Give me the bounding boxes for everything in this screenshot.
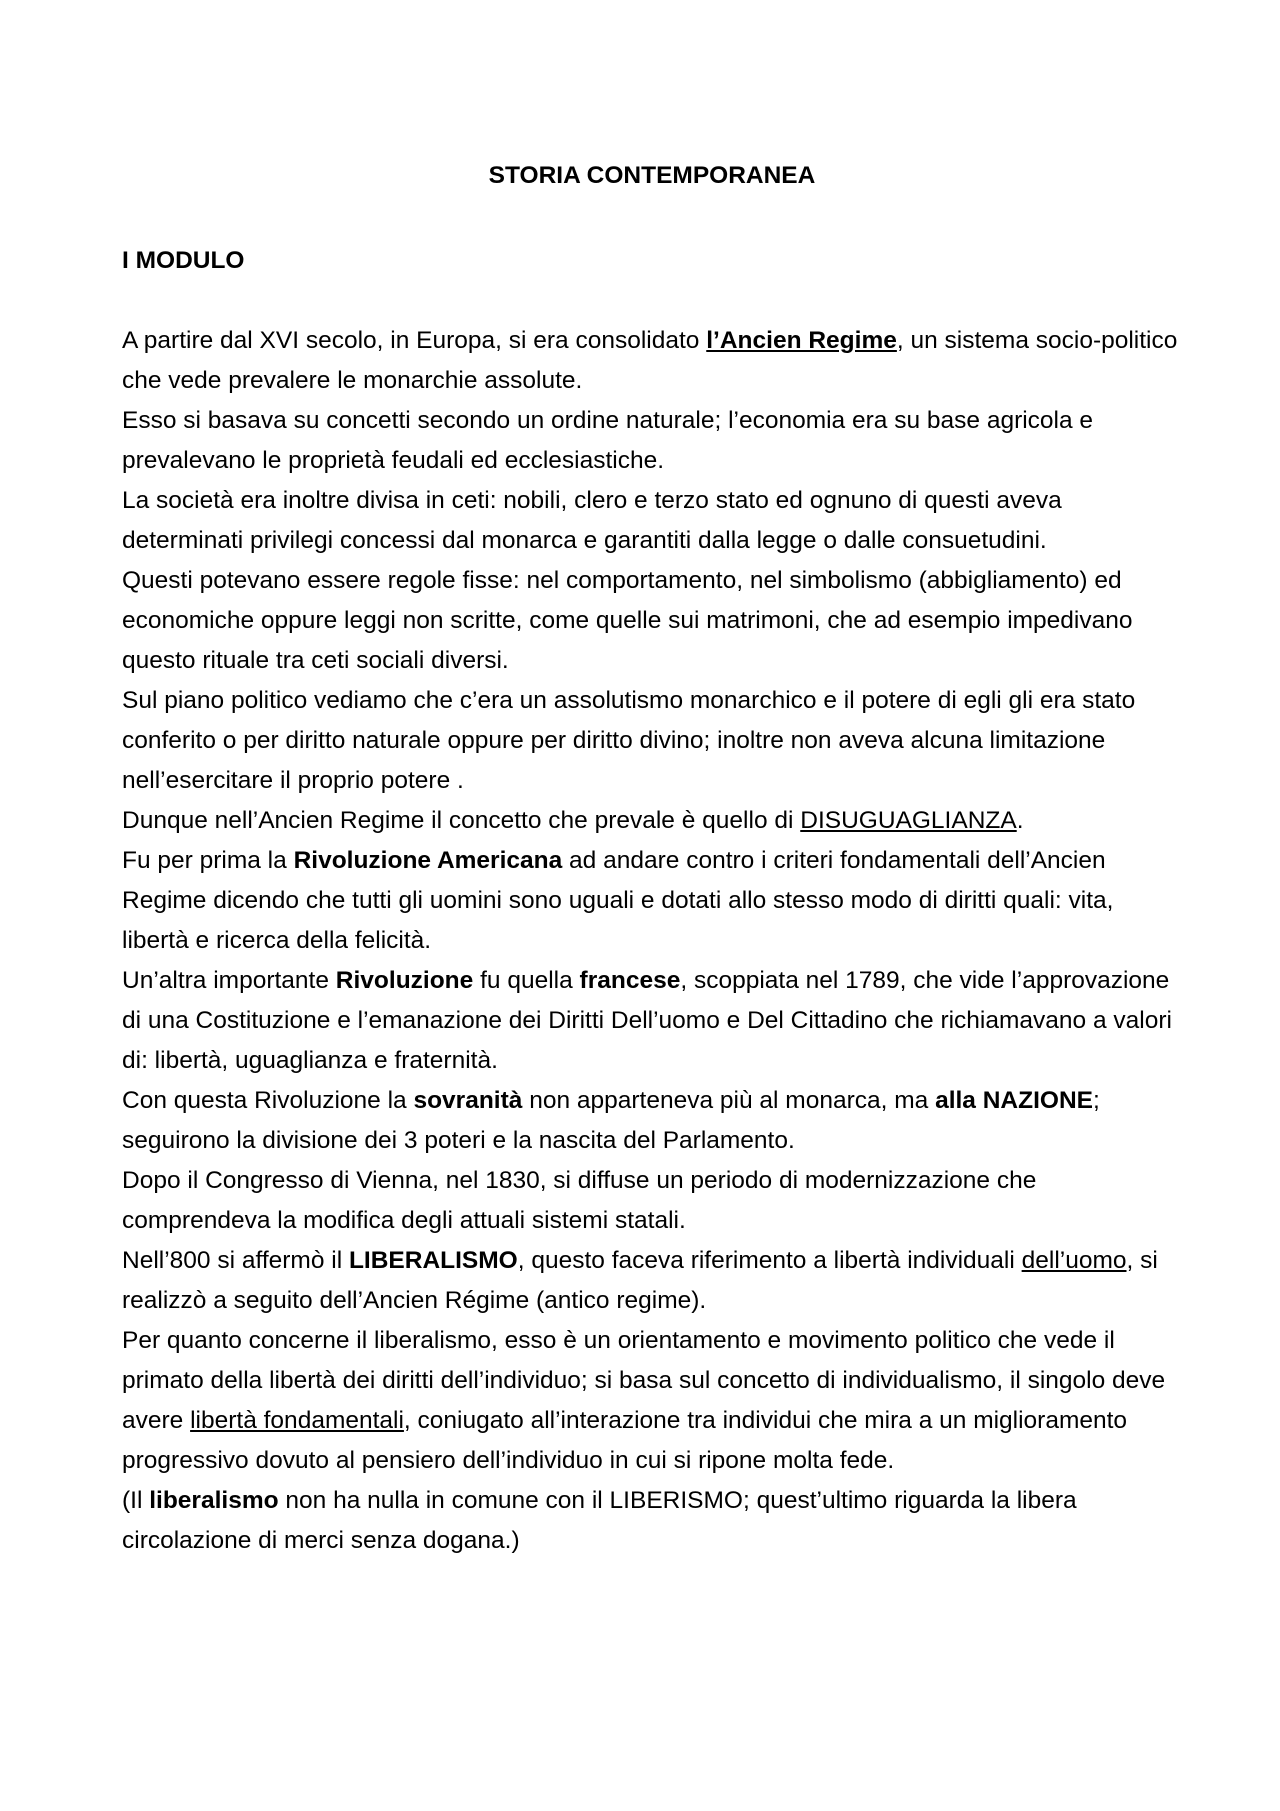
paragraph — [122, 681, 1182, 801]
paragraph — [122, 561, 1182, 681]
text-run: , si realizzò a seguito dell’Ancien Régime (antico regime). — [122, 1247, 1158, 1314]
text-run: Dunque nell’Ancien Regime il concetto che prevale è quello di — [122, 807, 801, 834]
text-run: Esso si basava su concetti secondo un ordine naturale; l’economia era su base agricola e prevalevano le proprietà feudali ed ecclesiastiche. — [122, 407, 1094, 474]
text-run: , coniugato all’interazione tra individui che mira a un miglioramento progressivo dovuto al pensiero dell’individuo in cui si ripone molta fede. — [122, 1407, 1128, 1474]
paragraph — [122, 1241, 1182, 1321]
paragraph-list — [122, 321, 1182, 1561]
text-run: non apparteneva più al monarca, ma — [522, 1087, 936, 1114]
emphasis-text: LIBERALISMO — [348, 1247, 518, 1274]
text-run: , questo faceva riferimento a libertà individuali — [517, 1247, 1022, 1274]
text-run: Con questa Rivoluzione la — [122, 1087, 414, 1114]
text-run: , scoppiata nel 1789, che vide l’approvazione di una Costituzione e l’emanazione dei Diritti Dell’uomo e Del Cittadino che richiamavano a valori di: libertà, uguaglianza e fraternità. — [122, 967, 1172, 1074]
paragraph — [122, 841, 1182, 961]
text-run: Dopo il Congresso di Vienna, nel 1830, si diffuse un periodo di modernizzazione che comprendeva la modifica degli attuali sistemi statali. — [122, 1167, 1037, 1234]
emphasis-text: dell’uomo — [1021, 1247, 1127, 1274]
text-run: La società era inoltre divisa in ceti: nobili, clero e terzo stato ed ognuno di questi aveva determinati privilegi concessi dal monarca e garantiti dalla legge o dalle consuetudini. — [122, 487, 1062, 554]
text-run: , un sistema socio-politico che vede prevalere le monarchie assolute. — [122, 327, 1178, 394]
text-run: Un’altra importante — [122, 967, 336, 994]
emphasis-text: libertà fondamentali — [190, 1407, 404, 1434]
paragraph — [122, 1161, 1182, 1241]
text-run: non ha nulla in comune con il LIBERISMO; quest’ultimo riguarda la libera circolazione di merci senza dogana.) — [122, 1487, 1077, 1554]
emphasis-text: Rivoluzione — [335, 967, 474, 994]
paragraph — [122, 481, 1182, 561]
emphasis-text: francese — [579, 967, 681, 994]
paragraph — [122, 1481, 1182, 1561]
text-run: Fu per prima la — [122, 847, 294, 874]
text-run: (Il — [122, 1487, 150, 1514]
paragraph — [122, 801, 1182, 841]
text-run: Sul piano politico vediamo che c’era un assolutismo monarchico e il potere di egli gli era stato conferito o per diritto naturale oppure per diritto divino; inoltre non aveva alcuna limitazione nell’esercitare il proprio potere . — [122, 687, 1136, 794]
section-heading: I MODULO — [122, 247, 245, 274]
emphasis-text: sovranità — [413, 1087, 523, 1114]
emphasis-text: DISUGUAGLIANZA — [800, 807, 1017, 834]
text-run: A partire dal XVI secolo, in Europa, si era consolidato — [122, 327, 707, 354]
text-run: Questi potevano essere regole fisse: nel comportamento, nel simbolismo (abbigliamento) ed economiche oppure leggi non scritte, come quelle sui matrimoni, che ad esempio impedivano questo rituale tra ceti sociali diversi. — [122, 567, 1133, 674]
text-run: . — [1016, 807, 1024, 834]
paragraph — [122, 961, 1182, 1081]
text-run: fu quella — [473, 967, 580, 994]
text-run: ; seguirono la divisione dei 3 poteri e la nascita del Parlamento. — [122, 1087, 1100, 1154]
paragraph — [122, 1321, 1182, 1481]
emphasis-text: Rivoluzione Americana — [293, 847, 563, 874]
page-title: STORIA CONTEMPORANEA — [488, 162, 816, 189]
emphasis-text: l’Ancien Regime — [706, 327, 897, 354]
text-run: Nell’800 si affermò il — [122, 1247, 349, 1274]
paragraph — [122, 401, 1182, 481]
emphasis-text: liberalismo — [149, 1487, 279, 1514]
emphasis-text: alla NAZIONE — [935, 1087, 1093, 1114]
paragraph — [122, 321, 1182, 401]
document-body — [122, 156, 1182, 1561]
paragraph — [122, 1081, 1182, 1161]
text-run: ad andare contro i criteri fondamentali dell’Ancien Regime dicendo che tutti gli uomini sono uguali e dotati allo stesso modo di diritti quali: vita, libertà e ricerca della felicità. — [122, 847, 1114, 954]
text-run: Per quanto concerne il liberalismo, esso è un orientamento e movimento politico che vede il primato della libertà dei diritti dell’individuo; si basa sul concetto di individualismo, il singolo deve avere — [122, 1327, 1166, 1434]
